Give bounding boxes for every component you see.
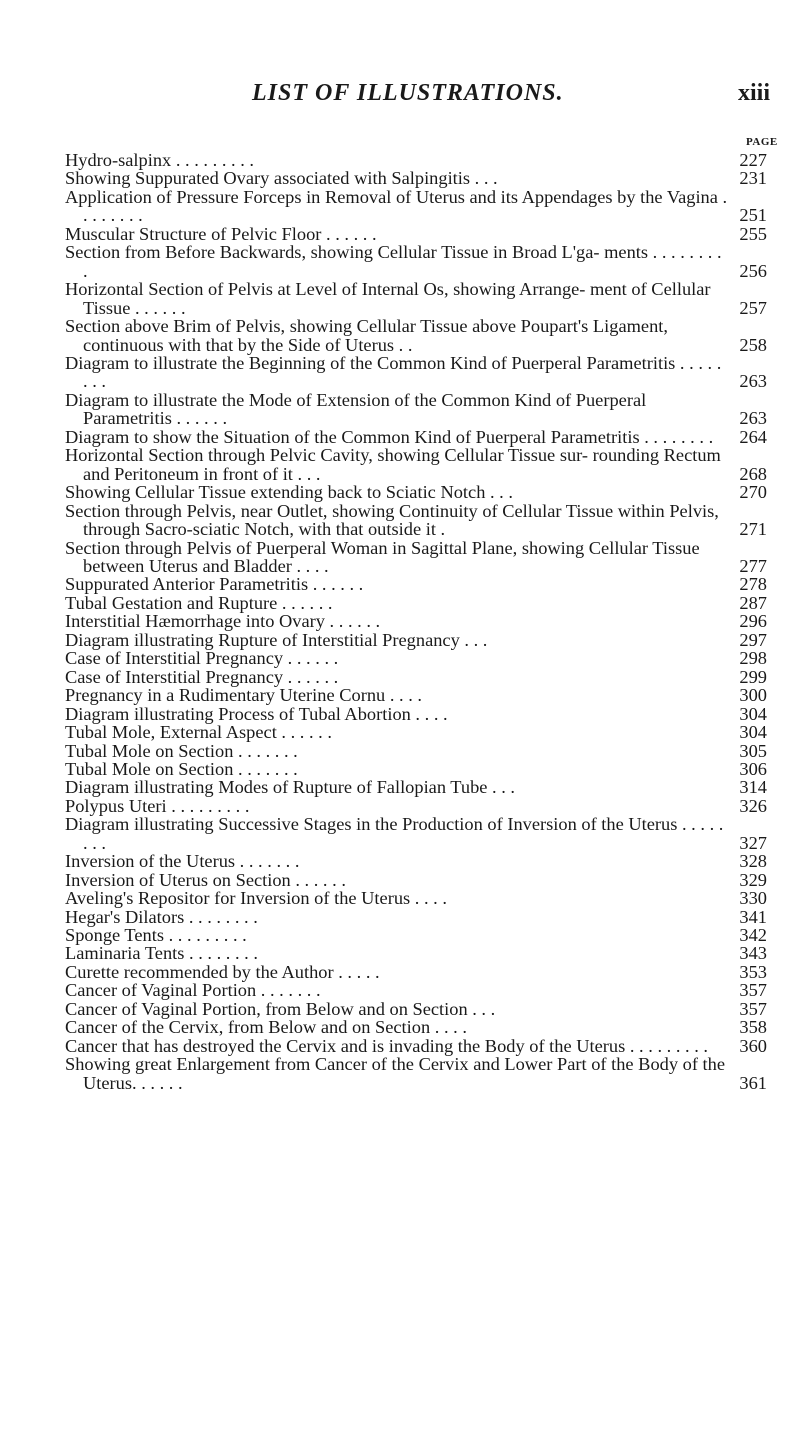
entry-title: Inversion of Uterus on Section . . . . . . [65, 869, 346, 890]
entry-page-number: 358 [739, 1017, 767, 1038]
entry-title: Pregnancy in a Rudimentary Uterine Cornu . . . . [65, 685, 423, 706]
entry-page-number: 263 [739, 408, 767, 429]
list-item [65, 889, 767, 907]
entry-page-number: 360 [739, 1035, 767, 1056]
entry-page-number: 263 [739, 371, 767, 392]
entry-page-number: 258 [739, 334, 767, 355]
entry-title: Inversion of the Uterus . . . . . . . [65, 851, 300, 872]
list-item [65, 575, 767, 593]
list-item [65, 446, 767, 483]
list-item [65, 944, 767, 962]
list-item [65, 612, 767, 630]
entry-title: Tubal Mole, External Aspect . . . . . . [65, 722, 332, 743]
entry-page-number: 329 [739, 869, 767, 890]
entry-page-number: 326 [739, 795, 767, 816]
entry-page-number: 271 [739, 519, 767, 540]
entry-title: Case of Interstitial Pregnancy . . . . . . [65, 648, 339, 669]
entry-title: Showing great Enlargement from Cancer of the Cervix and Lower Part of the Body of the Uterus. . . . . . [65, 1054, 726, 1093]
entry-page-number: 341 [739, 906, 767, 927]
entry-page-number: 277 [739, 555, 767, 576]
entry-page-number: 297 [739, 629, 767, 650]
list-item [65, 539, 767, 576]
entry-title: Muscular Structure of Pelvic Floor . . . . . . [65, 223, 377, 244]
entry-page-number: 361 [739, 1072, 767, 1093]
entry-title: Horizontal Section through Pelvic Cavity, showing Cellular Tissue sur- rounding Rectum and Peritoneum in front of it . . . [65, 445, 721, 484]
entry-page-number: 231 [739, 168, 767, 189]
entry-title: Diagram illustrating Successive Stages in the Production of Inversion of the Uterus . . . . . . . . [65, 814, 724, 853]
entry-page-number: 264 [739, 426, 767, 447]
entry-page-number: 257 [739, 297, 767, 318]
entry-page-number: 342 [739, 925, 767, 946]
entry-title: Cancer of Vaginal Portion, from Below and on Section . . . [65, 998, 496, 1019]
entry-title: Suppurated Anterior Parametritis . . . . . . [65, 574, 364, 595]
entry-title: Curette recommended by the Author . . . . . [65, 961, 380, 982]
entry-page-number: 305 [739, 740, 767, 761]
entry-title: Tubal Mole on Section . . . . . . . [65, 740, 298, 761]
entry-page-number: 251 [739, 205, 767, 226]
list-item [65, 871, 767, 889]
entry-title: Interstitial Hæmorrhage into Ovary . . . . . . [65, 611, 381, 632]
running-head-title: LIST OF ILLUSTRATIONS. [252, 80, 564, 106]
entry-page-number: 306 [739, 758, 767, 779]
page-column-label: PAGE [746, 136, 778, 148]
entry-page-number: 304 [739, 703, 767, 724]
entry-page-number: 255 [739, 223, 767, 244]
entry-title: Case of Interstitial Pregnancy . . . . . . [65, 666, 339, 687]
entry-page-number: 278 [739, 574, 767, 595]
list-item [65, 169, 767, 187]
list-item [65, 668, 767, 686]
list-item [65, 317, 767, 354]
list-item [65, 428, 767, 446]
entry-page-number: 314 [739, 777, 767, 798]
list-item [65, 926, 767, 944]
entry-page-number: 227 [739, 150, 767, 170]
entry-title: Cancer of the Cervix, from Below and on Section . . . . [65, 1017, 467, 1038]
entry-title: Sponge Tents . . . . . . . . . [65, 925, 247, 946]
entry-page-number: 298 [739, 648, 767, 669]
list-item [65, 981, 767, 999]
entry-title: Diagram illustrating Modes of Rupture of Fallopian Tube . . . [65, 777, 516, 798]
illustrations-list [65, 151, 767, 1092]
list-item [65, 649, 767, 667]
entry-page-number: 327 [739, 832, 767, 853]
list-item [65, 631, 767, 649]
page-number: xiii [738, 80, 771, 106]
entry-page-number: 299 [739, 666, 767, 687]
list-item [65, 852, 767, 870]
entry-title: Diagram illustrating Process of Tubal Abortion . . . . [65, 703, 448, 724]
list-item [65, 225, 767, 243]
list-item [65, 188, 767, 225]
entry-title: Horizontal Section of Pelvis at Level of Internal Os, showing Arrange- ment of Cellular Tissue . . . . . . [65, 279, 711, 318]
entry-title: Application of Pressure Forceps in Removal of Uterus and its Appendages by the Vagina . . . . . . . . [65, 186, 728, 226]
entry-page-number: 328 [739, 851, 767, 872]
list-item [65, 1037, 767, 1055]
entry-page-number: 343 [739, 943, 767, 964]
list-item [65, 1000, 767, 1018]
list-item [65, 594, 767, 612]
entry-title: Cancer that has destroyed the Cervix and is invading the Body of the Uterus . . . . . . . . . [65, 1035, 709, 1056]
entry-title: Polypus Uteri . . . . . . . . . [65, 795, 250, 816]
entry-title: Section through Pelvis of Puerperal Woman in Sagittal Plane, showing Cellular Tissue between Uterus and Bladder . . . . [65, 537, 700, 576]
entry-page-number: 270 [739, 482, 767, 503]
entry-page-number: 330 [739, 888, 767, 909]
entry-title: Section from Before Backwards, showing Cellular Tissue in Broad L'ga- ments . . . . . . . . . [65, 242, 722, 281]
entry-title: Laminaria Tents . . . . . . . . [65, 943, 258, 964]
list-item [65, 151, 767, 169]
list-item [65, 280, 767, 317]
list-item [65, 354, 767, 391]
list-item [65, 815, 767, 852]
list-item [65, 1055, 767, 1092]
entry-title: Section above Brim of Pelvis, showing Cellular Tissue above Poupart's Ligament, continuous with that by the Side of Uterus . . [65, 316, 669, 355]
entry-title: Tubal Gestation and Rupture . . . . . . [65, 592, 333, 613]
list-item [65, 797, 767, 815]
entry-title: Aveling's Repositor for Inversion of the Uterus . . . . [65, 888, 447, 909]
entry-page-number: 357 [739, 980, 767, 1001]
entry-page-number: 287 [739, 592, 767, 613]
entry-title: Hegar's Dilators . . . . . . . . [65, 906, 258, 927]
list-item [65, 483, 767, 501]
list-item [65, 391, 767, 428]
list-item [65, 760, 767, 778]
list-item [65, 723, 767, 741]
list-item [65, 742, 767, 760]
entry-title: Showing Suppurated Ovary associated with Salpingitis . . . [65, 168, 498, 189]
list-item [65, 705, 767, 723]
entry-title: Diagram illustrating Rupture of Interstitial Pregnancy . . . [65, 629, 488, 650]
entry-page-number: 304 [739, 722, 767, 743]
entry-title: Tubal Mole on Section . . . . . . . [65, 758, 298, 779]
entry-title: Section through Pelvis, near Outlet, showing Continuity of Cellular Tissue within Pelvis, through Sacro-sciatic Notch, with that outside it . [65, 500, 719, 540]
entry-page-number: 256 [739, 260, 767, 281]
entry-title: Cancer of Vaginal Portion . . . . . . . [65, 980, 321, 1001]
entry-page-number: 296 [739, 611, 767, 632]
list-item [65, 502, 767, 539]
entry-title: Diagram to show the Situation of the Common Kind of Puerperal Parametritis . . . . . . . . [65, 426, 714, 447]
list-item [65, 963, 767, 981]
entry-title: Showing Cellular Tissue extending back to Sciatic Notch . . . [65, 482, 513, 503]
list-item [65, 243, 767, 280]
list-item [65, 686, 767, 704]
entry-page-number: 300 [739, 685, 767, 706]
list-item [65, 908, 767, 926]
entry-page-number: 353 [739, 961, 767, 982]
list-item [65, 1018, 767, 1036]
entry-title: Hydro-salpinx . . . . . . . . . [65, 150, 254, 170]
entry-title: Diagram to illustrate the Beginning of the Common Kind of Puerperal Parametritis . . . . . . . . [65, 352, 722, 392]
entry-page-number: 357 [739, 998, 767, 1019]
entry-title: Diagram to illustrate the Mode of Extension of the Common Kind of Puerperal Parametritis . . . . . . [65, 389, 647, 429]
list-item [65, 778, 767, 796]
entry-page-number: 268 [739, 463, 767, 484]
